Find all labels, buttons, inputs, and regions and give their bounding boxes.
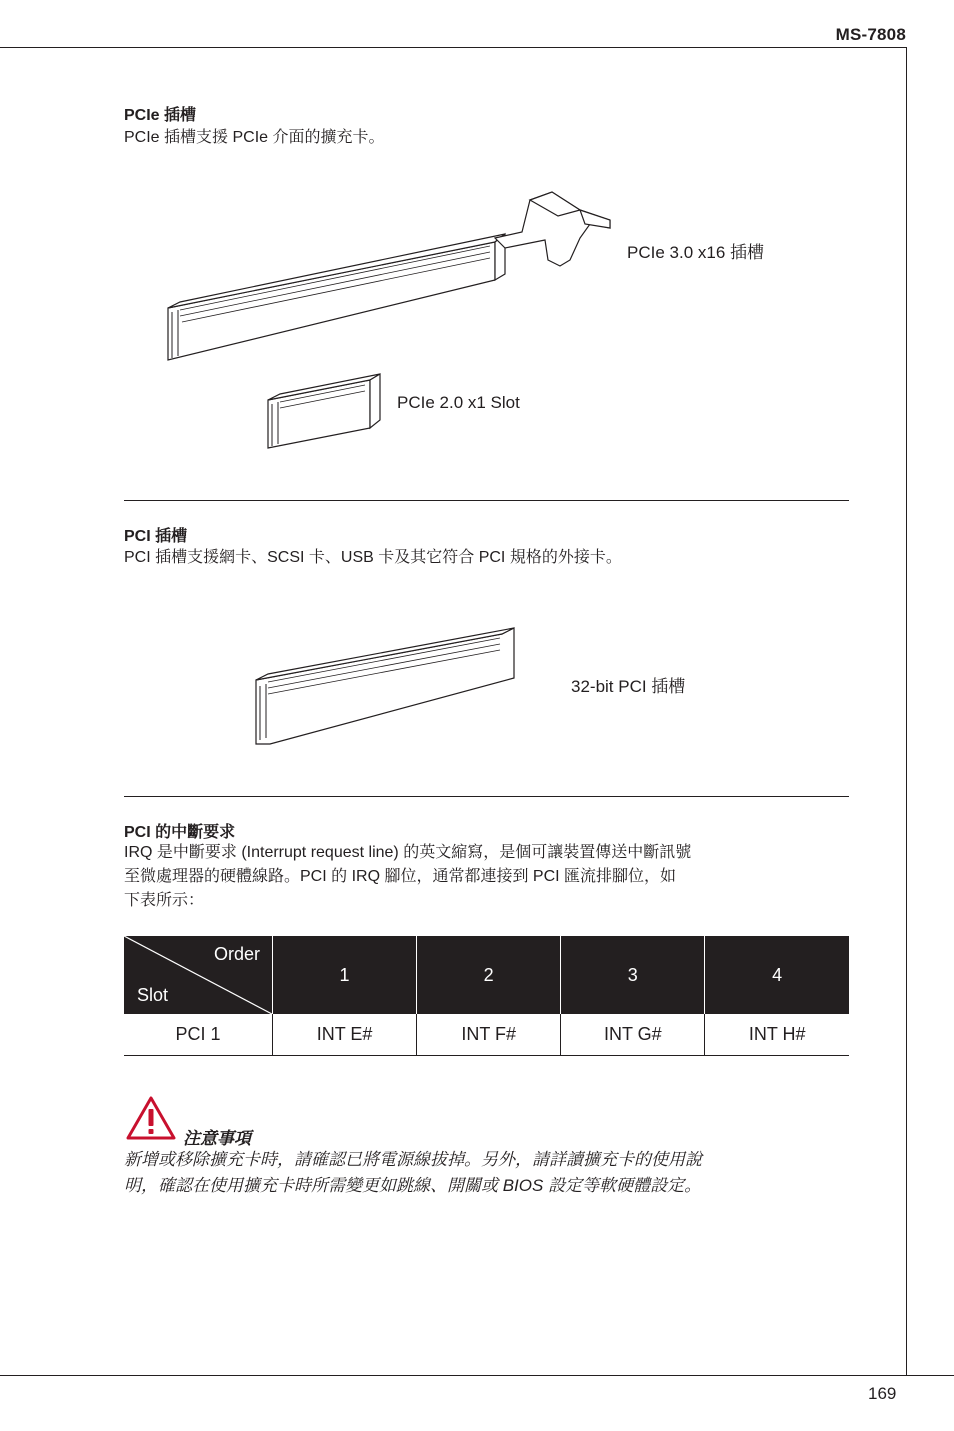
irq-table — [124, 936, 849, 1056]
slot-label: Slot — [137, 985, 169, 1005]
corner-cell — [124, 936, 273, 1014]
order-column-4: 4 — [705, 936, 849, 1014]
note-line-1: 新增或移除擴充卡時，請確認已將電源線拔掉。另外，請詳讀擴充卡的使用說 — [124, 1150, 702, 1169]
pci-label: 32-bit PCI 插槽 — [571, 677, 686, 696]
irq-heading: PCI 的中斷要求 — [124, 824, 236, 841]
pcie-heading: PCIe 插槽 — [124, 107, 197, 124]
section-divider — [124, 500, 849, 501]
page-number: 169 — [868, 1384, 897, 1403]
order-column-2: 2 — [417, 936, 561, 1014]
section-divider — [124, 796, 849, 797]
pci-heading: PCI 插槽 — [124, 528, 188, 545]
pcie-description: PCIe 插槽支援 PCIe 介面的擴充卡。 — [124, 129, 385, 146]
pci-description: PCI 插槽支援網卡、SCSI 卡、USB 卡及其它符合 PCI 規格的外接卡。 — [124, 549, 622, 566]
model-number: MS-7808 — [835, 25, 906, 44]
order-label: Order — [213, 944, 260, 964]
pcie-x16-label: PCIe 3.0 x16 插槽 — [627, 243, 765, 262]
slot-cell: PCI 1 — [124, 1014, 273, 1056]
pcie-slots-illustration — [160, 180, 620, 465]
pcie-x16-slot-body — [168, 242, 495, 360]
pci-slot-illustration — [250, 616, 525, 752]
footer-rule — [0, 1375, 954, 1376]
note-line-2: 明，確認在使用擴充卡時所需變更如跳線、開關或 BIOS 設定等軟硬體設定。 — [124, 1176, 702, 1195]
order-column-1: 1 — [273, 936, 417, 1014]
int-cell: INT H# — [705, 1014, 849, 1056]
table-row — [124, 1014, 849, 1056]
int-cell: INT E# — [273, 1014, 417, 1056]
irq-line-3: 下表所示： — [124, 892, 205, 909]
note-title: 注意事項 — [183, 1129, 251, 1148]
pci-slot-body — [256, 628, 514, 744]
int-cell: INT G# — [561, 1014, 705, 1056]
header-rule — [0, 47, 907, 48]
margin-rule — [906, 47, 907, 1376]
irq-line-1: IRQ 是中斷要求 (Interrupt request line) 的英文縮寫，是個可讓裝置傳送中斷訊號 — [124, 844, 692, 861]
order-column-3: 3 — [561, 936, 705, 1014]
irq-line-2: 至微處理器的硬體線路。PCI 的 IRQ 腳位，通常都連接到 PCI 匯流排腳位，如 — [124, 868, 677, 885]
warning-icon — [125, 1095, 177, 1141]
int-cell: INT F# — [417, 1014, 561, 1056]
pcie-x1-label: PCIe 2.0 x1 Slot — [397, 393, 520, 412]
irq-table-header — [124, 936, 849, 1014]
